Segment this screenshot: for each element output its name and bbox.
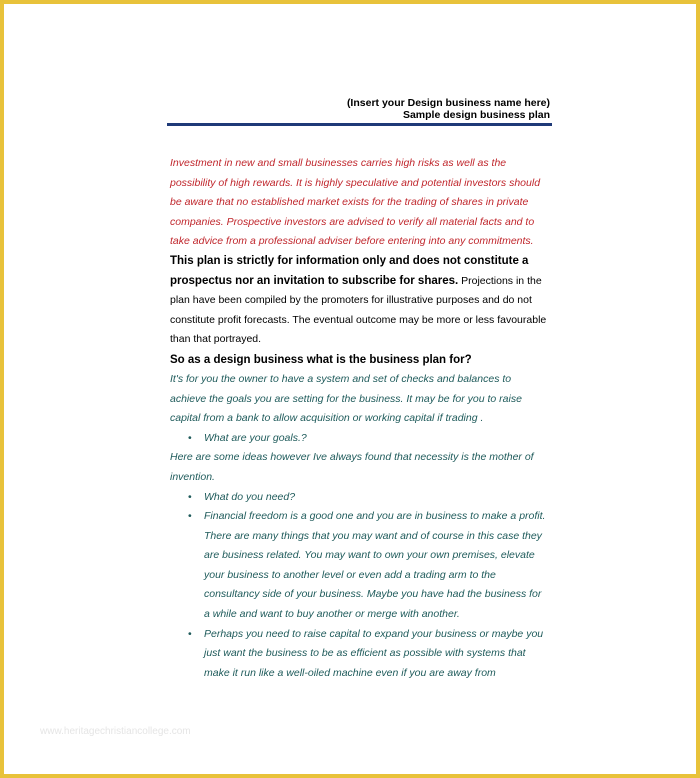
intro-paragraph: It's for you the owner to have a system and set of checks and balances to achieve the goals you are setting for the business. It may be for you to raise capital from a bank to allow acquisition or working capital if trading .	[170, 372, 522, 425]
investment-disclaimer: Investment in new and small businesses carries high risks as well as the possibility of high rewards. It is highly speculative and potential investors should be aware that no established market exists for the trading of shares in private companies. Prospective investors are advised to verify all material facts and to take advice from a professional adviser before entering into any commitments.	[170, 157, 541, 248]
document-header	[170, 97, 550, 121]
notice-bold: This plan is strictly for information only and does not constitute a prospectus nor an invitation to subscribe for shares.	[170, 254, 529, 287]
section-question: So as a design business what is the business plan for?	[170, 353, 472, 366]
information-notice	[170, 252, 550, 350]
business-name-placeholder: (Insert your Design business name here)	[346, 97, 550, 109]
watermark: www.heritagechristiancollege.com	[40, 726, 191, 737]
document-subtitle: Sample design business plan	[402, 109, 550, 121]
document-body	[170, 154, 550, 683]
document-page	[4, 4, 696, 774]
list-item: • What do you need?	[204, 488, 550, 508]
list-item: • What are your goals.?	[204, 429, 550, 449]
ideas-paragraph: Here are some ideas however Ive always found that necessity is the mother of invention.	[170, 451, 534, 483]
notice-text: Projections in the plan have been compiled by the promoters for illustrative purposes and do not constitute profit forecasts. The eventual outcome may be more or less favourable than that portrayed.	[170, 274, 547, 346]
list-item: • Perhaps you need to raise capital to expand your business or maybe you just want the business to be as efficient as possible with systems that make it run like a well-oiled machine even if you are away from	[204, 625, 550, 684]
goals-list	[170, 429, 550, 449]
header-rule	[167, 123, 552, 126]
ideas-list	[170, 488, 550, 684]
list-item: • Financial freedom is a good one and you are in business to make a profit. There are many things that you may want and of course in this case they are business related. You may want to own your own premises, elevate your business to another level or even add a trading arm to the consultancy side of your business. Maybe you have had the business for a while and want to buy another or merge with another.	[204, 507, 550, 625]
